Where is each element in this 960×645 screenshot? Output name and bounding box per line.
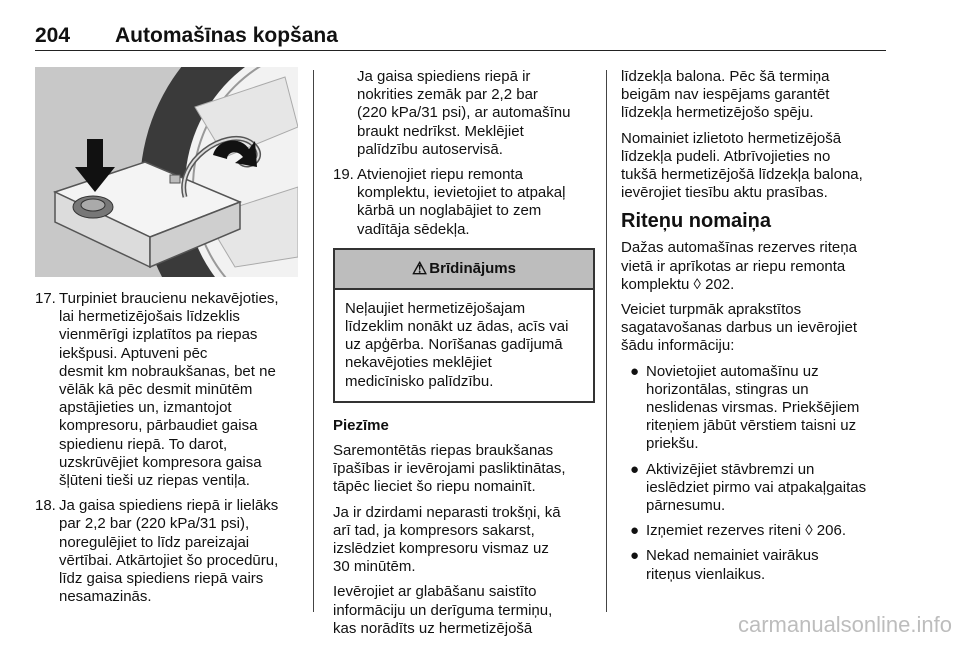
column-divider-1 [313, 70, 314, 612]
column-divider-2 [606, 70, 607, 612]
paragraph-replace-bottle: Nomainiet izlietoto hermetizējošā līdzekļa pudeli. Atbrīvojieties no tukšā hermetizējošā līdzekļa balona, ievērojiet tiesību aktu prasības. [621, 129, 863, 202]
bullet-icon: ● [630, 547, 640, 565]
column-1 [35, 290, 305, 613]
page-number: 204 [35, 24, 71, 47]
bullet-icon: ● [630, 362, 640, 380]
note-paragraph-2: Ja ir dzirdami neparasti trokšņi, kā arī tad, ja kompresors sakarst, izslēdziet kompresoru vismaz uz 30 minūtēm. [333, 503, 561, 576]
compressor-illustration-svg [35, 67, 298, 277]
note-section [333, 417, 595, 638]
watermark: carmanualsonline.info [737, 612, 952, 637]
steps-list-1 [35, 290, 305, 606]
chapter-title: Automašīnas kopšana [115, 24, 338, 47]
note-paragraph-3: Ievērojiet ar glabāšanu saistīto informāciju un derīguma termiņu, kas norādīts uz hermetizējošā [333, 583, 553, 637]
step-19: 19. Atvienojiet riepu remonta komplektu, ievietojiet to atpakaļ kārbā un noglabājiet to zem vadītāja sēdekļa. [333, 166, 566, 238]
tire-repair-kit-illustration [35, 67, 298, 277]
warning-title: Brīdinājums [429, 259, 516, 277]
steps-list-2 [333, 166, 595, 239]
column-2 [333, 68, 595, 645]
list-item: ● Aktivizējiet stāvbremzi un ieslēdziet pirmo vai atpakaļgaitas pārnesumu. [630, 460, 867, 515]
list-item: ● Izņemiet rezerves riteni ◊ 206. [630, 522, 846, 540]
paragraph-preparation: Veiciet turpmāk aprakstītos sagatavošanas darbus un ievērojiet šādu informāciju: [621, 301, 857, 355]
list-item: ● Nekad nemainiet vairākus riteņus vienlaikus. [630, 547, 819, 583]
warning-box [333, 248, 595, 403]
paragraph-spare-wheel: Dažas automašīnas rezerves riteņa vietā ir aprīkotas ar riepu remonta komplektu ◊ 202. [621, 239, 857, 293]
note-title: Piezīme [333, 416, 389, 434]
page-header [35, 20, 885, 50]
step-18-continuation: Ja gaisa spiediens riepā ir nokrities zemāk par 2,2 bar (220 kPa/31 psi), ar automašīnu braukt nedrīkst. Meklējiet palīdzību autoservisā. [357, 68, 571, 158]
bullet-icon: ● [630, 460, 640, 478]
paragraph-expiry: līdzekļa balona. Pēc šā termiņa beigām nav iespējams garantēt līdzekļa hermetizējošo spēju. [621, 68, 830, 122]
section-title: Riteņu nomaiņa [621, 210, 772, 233]
step-18: 18. Ja gaisa spiediens riepā ir lielāks par 2,2 bar (220 kPa/31 psi), noregulējiet to līdz pareizajai vērtībai. Atkārtojiet šo procedūru, līdz gaisa spiediens riepā vairs nesamazinās. [35, 497, 279, 606]
header-rule [35, 50, 886, 51]
column-3 [621, 68, 891, 591]
warning-triangle-icon: ⚠ [412, 258, 428, 278]
step-17: 17. Turpiniet braucienu nekavējoties, lai hermetizējošais līdzeklis vienmērīgi izplatītos pa riepas iekšpusi. Aptuveni pēc desmit km nobraukšanas, bet ne vēlāk kā pēc desmit minūtēm apstājieties un, izmantojot kompresoru, pārbaudiet gaisa spiedienu riepā. To darot, uzskrūvējiet kompresora gaisa šļūteni tieši uz riepas ventiļa. [35, 290, 279, 490]
note-paragraph-1: Saremontētās riepas braukšanas īpašības ir ievērojami pasliktinātas, tāpēc lieciet šo riepu nomainīt. [333, 442, 566, 496]
warning-text: Neļaujiet hermetizējošajam līdzeklim nonākt uz ādas, acīs vai uz apģērba. Norīšanas gadījumā nekavējoties meklējiet medicīnisko palīdzību. [345, 299, 569, 390]
list-item: ● Novietojiet automašīnu uz horizontālas, stingras un neslidenas virsmas. Priekšējiem riteņiem jābūt vērstiem taisni uz priekšu. [630, 362, 860, 453]
bullet-icon: ● [630, 522, 640, 540]
warning-header [335, 250, 593, 290]
preparation-list [621, 363, 891, 584]
